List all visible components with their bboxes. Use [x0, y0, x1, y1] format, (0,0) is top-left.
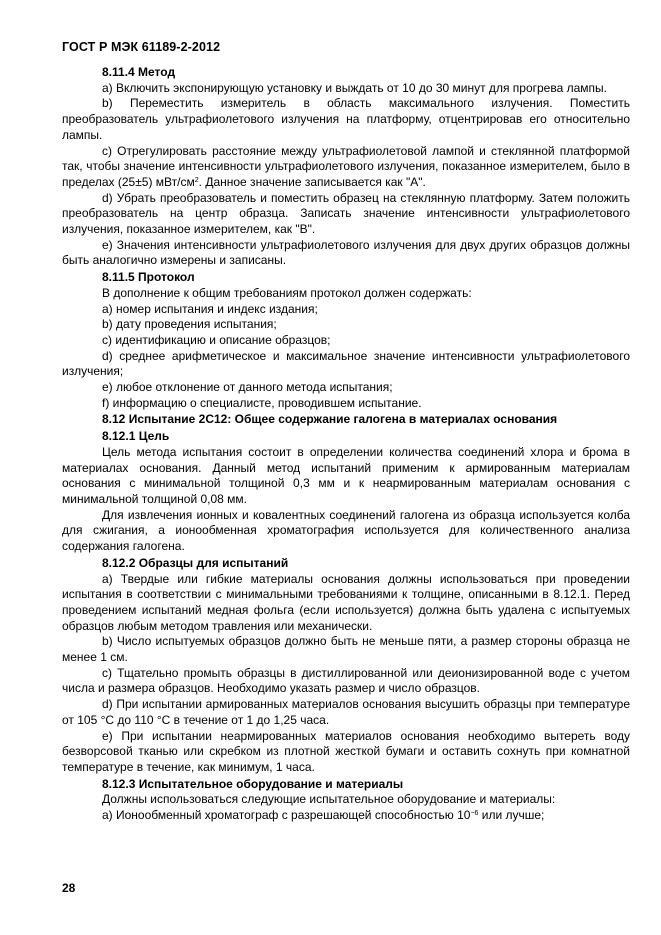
- text-run: c) Отрегулировать расстояние между ультрафиолетовой лампой и стеклянной платформой так, чтобы значение интенсивности ультрафиолетового излучения, показанное измерителем, было в пределах (25±5) мВт/см: [62, 143, 630, 189]
- paragraph: d) При испытании армированных материалов основания высушить образцы при температуре от 105 °С до 110 °С в течение от 1 до 1,25 часа.: [62, 697, 630, 727]
- text-run: . Данное значение записывается как "A".: [198, 174, 426, 189]
- paragraph: e) Значения интенсивности ультрафиолетового излучения для двух других образцов должны быть аналогично измерены и записаны.: [62, 237, 630, 268]
- paragraph: b) Переместить измеритель в область максимального излучения. Поместить преобразователь ультрафиолетового излучения на платформу, отцентрировав его относительно лампы.: [62, 96, 630, 142]
- paragraph: a) Твердые или гибкие материалы основания должны использоваться при проведении испытания в соответствии с минимальными требованиями к толщине, описанными в 8.12.1. Перед проведением испытаний медная фольга (если используется) должна быть удалена с испытуемых образцов любым методом травления или механически.: [62, 571, 630, 633]
- text-run: a) Ионообменный хроматограф с разрешающей способностью 10: [102, 808, 471, 823]
- paragraph: Для извлечения ионных и ковалентных соединений галогена из образца используется колба для сжигания, а ионообменная хроматография используется для количественного анализа содержания галогена.: [62, 507, 630, 554]
- superscript: −6: [470, 810, 479, 818]
- paragraph: c) Тщательно промыть образцы в дистиллированной или деионизированной воде с учетом числа и размера образцов. Необходимо указать размер и число образцов.: [62, 665, 630, 696]
- list-item: d) среднее арифметическое и максимальное значение интенсивности ультрафиолетового излучения;: [62, 348, 630, 379]
- paragraph: [62, 144, 630, 191]
- list-item: e) любое отклонение от данного метода испытания;: [102, 380, 393, 395]
- list-item: f) информацию о специалисте, проводившем испытание.: [102, 395, 422, 410]
- section-heading: 8.11.5 Протокол: [102, 270, 195, 285]
- paragraph: [62, 808, 630, 824]
- section-heading: 8.12 Испытание 2С12: Общее содержание галогена в материалах основания: [102, 412, 558, 427]
- list-item: c) идентификацию и описание образцов;: [102, 332, 331, 347]
- document-header: ГОСТ Р МЭК 61189-2-2012: [62, 40, 221, 54]
- section-heading: 8.12.3 Испытательное оборудование и материалы: [102, 776, 404, 791]
- paragraph: Цель метода испытания состоит в определении количества соединений хлора и брома в материалах основания. Данный метод испытаний применим к армированным материалам основания с минимальной толщиной 0,3 мм и к неармированным материалам основания с минимальной толщиной 0,08 мм.: [62, 444, 630, 506]
- paragraph: Должны использоваться следующие испытательное оборудование и материалы:: [102, 792, 556, 807]
- list-item: a) номер испытания и индекс издания;: [102, 301, 318, 316]
- document-body: [62, 64, 630, 824]
- paragraph: e) При испытании неармированных материалов основания необходимо вытереть воду безворсовой тканью или скребком из плотной жесткой бумаги и оставить сохнуть при комнатной температуре в течение, как минимум, 1 часа.: [62, 728, 630, 774]
- page-number: 28: [62, 881, 76, 895]
- superscript: 2: [194, 176, 199, 184]
- text-run: или лучше;: [478, 808, 545, 823]
- section-heading: 8.12.2 Образцы для испытаний: [102, 555, 289, 570]
- section-heading: 8.11.4 Метод: [102, 65, 176, 79]
- list-item: b) дату проведения испытания;: [102, 317, 277, 332]
- paragraph: a) Включить экспонирующую установку и выждать от 10 до 30 минут для прогрева лампы.: [102, 80, 607, 95]
- paragraph: d) Убрать преобразователь и поместить образец на стеклянную платформу. Затем положить преобразователь на центр образца. Записать значение интенсивности ультрафиолетового излучения, показанное измерителем, как "B".: [62, 190, 630, 237]
- paragraph: В дополнение к общим требованиям протокол должен содержать:: [102, 285, 472, 300]
- section-heading: 8.12.1 Цель: [102, 429, 170, 444]
- paragraph: b) Число испытуемых образцов должно быть не меньше пяти, а размер стороны образца не менее 1 см.: [62, 634, 630, 665]
